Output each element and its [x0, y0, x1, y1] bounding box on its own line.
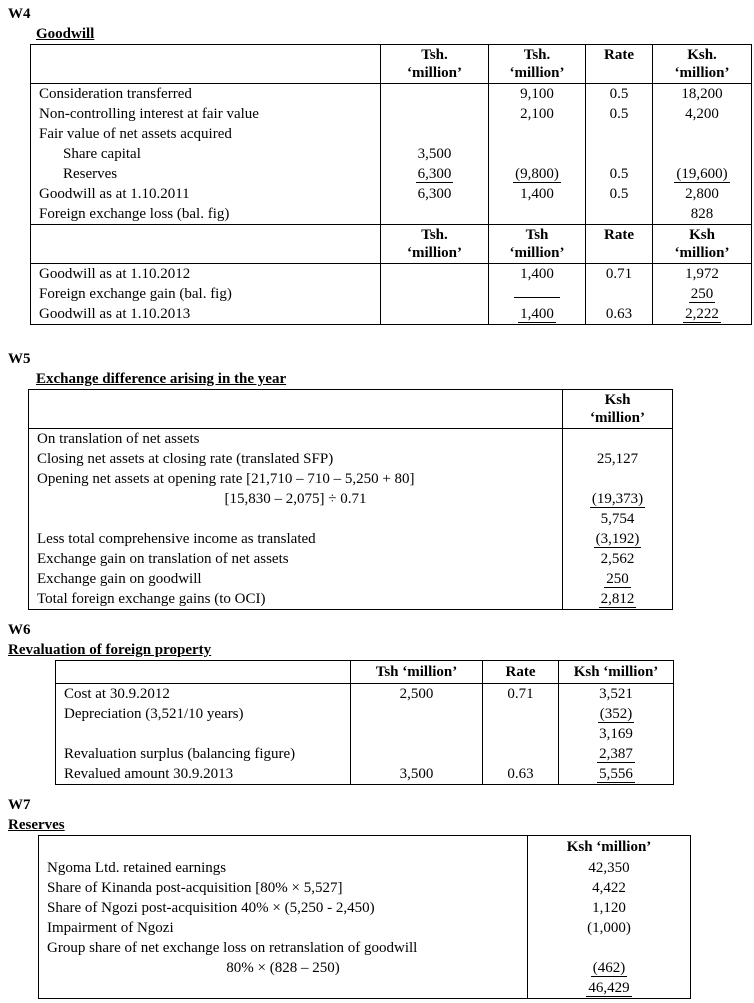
tsh1-value — [381, 104, 489, 124]
double-underlined-number: 5,556 — [597, 766, 635, 785]
header-tsh1-cell — [381, 45, 489, 84]
header-rate-cell — [586, 225, 653, 264]
rate-value — [586, 124, 653, 144]
w6-row-revaluation-surplus — [56, 744, 674, 764]
underlined-number: (19,600) — [676, 166, 728, 182]
row-label: Ngoma Ltd. retained earnings — [47, 860, 227, 876]
sum-rule — [514, 284, 560, 298]
header-tsh2-cell — [489, 45, 586, 84]
w6-revaluation-table — [55, 660, 674, 785]
double-underlined-number: 46,429 — [586, 980, 631, 999]
header-line: ‘million’ — [407, 245, 462, 261]
header-tsh1-cell — [381, 225, 489, 264]
rate-value — [586, 284, 653, 304]
rate-value: 0.5 — [586, 164, 653, 184]
ksh-value — [563, 569, 673, 589]
ksh-value: 828 — [653, 204, 752, 225]
underlined-number: (3,192) — [595, 531, 640, 547]
tsh-value: 2,500 — [351, 684, 483, 705]
tsh2-value: 2,100 — [489, 104, 586, 124]
w5-row-opening-formula — [29, 489, 673, 509]
w4-row-goodwill-2011 — [31, 184, 752, 204]
w7-row-share-kinanda — [39, 878, 691, 898]
w7-reserves-table — [38, 835, 691, 999]
w4-row-fx-gain — [31, 284, 752, 304]
ksh-value: 4,200 — [653, 104, 752, 124]
w6-id: W6 — [8, 622, 31, 638]
double-underlined-number: 1,400 — [518, 306, 556, 325]
ksh-value — [653, 164, 752, 184]
w4-row-goodwill-2012 — [31, 264, 752, 285]
w5-row-total-gains — [29, 589, 673, 610]
w4-row-nci-fair-value — [31, 104, 752, 124]
tsh-value — [351, 724, 483, 744]
w7-row-impairment-ngozi — [39, 918, 691, 938]
header-line: Tsh — [525, 227, 549, 243]
header-line: ‘million’ — [674, 65, 730, 81]
w7-id: W7 — [8, 797, 31, 813]
tsh-value — [351, 744, 483, 764]
header-line: ‘million’ — [509, 65, 565, 81]
ksh-value: 2,562 — [563, 549, 673, 569]
row-label: Consideration transferred — [39, 86, 192, 102]
row-label: Exchange gain on translation of net assets — [37, 551, 289, 567]
w5-exchange-difference-table — [28, 389, 673, 610]
header-tsh-cell: Tsh ‘million’ — [351, 661, 483, 684]
rate-value: 0.71 — [483, 684, 559, 705]
tsh1-value — [381, 164, 489, 184]
tsh-value — [351, 704, 483, 724]
row-label: Exchange gain on goodwill — [37, 571, 202, 587]
ksh-value — [653, 124, 752, 144]
underlined-number: 2,387 — [599, 746, 633, 762]
ksh-value: 1,972 — [653, 264, 752, 285]
header-blank-cell — [31, 45, 381, 84]
w4-id: W4 — [8, 6, 31, 22]
section-w7 — [0, 795, 754, 999]
underlined-number: (352) — [599, 706, 633, 722]
row-label: Opening net assets at opening rate [21,710 – 710 – 5,250 + 80] — [37, 471, 415, 487]
w4-row-goodwill-2013 — [31, 304, 752, 325]
row-label: Share capital — [63, 146, 141, 162]
tsh-value: 3,500 — [351, 764, 483, 785]
w5-row-subtotal — [29, 509, 673, 529]
header-line: Ksh — [604, 392, 631, 408]
row-label: On translation of net assets — [37, 431, 200, 447]
tsh2-value: 1,400 — [489, 264, 586, 285]
rate-value: 0.71 — [586, 264, 653, 285]
section-w6 — [0, 620, 754, 785]
header-blank-cell — [31, 225, 381, 264]
w4-row-fair-value-net-assets — [31, 124, 752, 144]
ksh-value — [559, 764, 674, 785]
tsh1-value: 3,500 — [381, 144, 489, 164]
tsh2-value: 9,100 — [489, 84, 586, 105]
rate-value: 0.63 — [586, 304, 653, 325]
header-line: ‘million’ — [509, 245, 565, 261]
ksh-value: 3,169 — [559, 724, 674, 744]
ksh-value — [528, 938, 691, 958]
header-line: Tsh. — [523, 47, 551, 63]
w5-id: W5 — [8, 351, 31, 367]
header-ksh-cell — [653, 45, 752, 84]
tsh1-value — [381, 204, 489, 225]
header-line: Ksh — [689, 227, 715, 243]
w4-row-share-capital — [31, 144, 752, 164]
underlined-number: 250 — [690, 286, 714, 302]
header-line: ‘million’ — [674, 245, 730, 261]
tsh1-value — [381, 124, 489, 144]
row-label: Non-controlling interest at fair value — [39, 106, 259, 122]
header-line: Ksh. — [687, 47, 717, 63]
header-line: Rate — [604, 227, 634, 243]
rate-value — [586, 144, 653, 164]
row-label — [29, 509, 563, 529]
w7-row-ngoma-retained-earnings — [39, 858, 691, 878]
w6-row-nbv-subtotal — [56, 724, 674, 744]
row-label: Closing net assets at closing rate (translated SFP) — [37, 451, 334, 467]
w4-title: Goodwill — [36, 26, 95, 42]
section-w5 — [0, 349, 754, 610]
ksh-value: 18,200 — [653, 84, 752, 105]
header-line: ‘million’ — [407, 65, 462, 81]
row-label: Reserves — [63, 166, 118, 182]
row-label: Impairment of Ngozi — [47, 920, 174, 936]
ksh-value — [653, 144, 752, 164]
w6-row-revalued-amount — [56, 764, 674, 785]
rate-value — [483, 744, 559, 764]
underlined-number: (19,373) — [591, 491, 644, 507]
tsh1-value — [381, 264, 489, 285]
row-label: Share of Ngozi post-acquisition 40% × (5,250 - 2,450) — [47, 900, 375, 916]
header-tsh2-cell — [489, 225, 586, 264]
row-label: Total foreign exchange gains (to OCI) — [37, 591, 266, 607]
header-ksh-cell — [653, 225, 752, 264]
double-underlined-number: 2,222 — [683, 306, 721, 325]
row-label: Goodwill as at 1.10.2011 — [39, 186, 190, 202]
w4-header-row-2 — [31, 225, 752, 264]
w5-title: Exchange difference arising in the year — [36, 371, 287, 387]
ksh-value: 4,422 — [528, 878, 691, 898]
row-label: Revaluation surplus (balancing figure) — [64, 746, 296, 762]
w7-title: Reserves — [8, 817, 65, 833]
header-rate-cell — [586, 45, 653, 84]
tsh2-value — [489, 124, 586, 144]
ksh-value — [563, 489, 673, 509]
ksh-value — [528, 978, 691, 999]
tsh1-value — [381, 284, 489, 304]
rate-value: 0.63 — [483, 764, 559, 785]
w5-row-less-tci — [29, 529, 673, 549]
underlined-number: 6,300 — [417, 166, 452, 182]
tsh2-value — [489, 284, 586, 304]
w7-header-row — [39, 836, 691, 859]
tsh1-value: 6,300 — [381, 184, 489, 204]
row-label: Foreign exchange gain (bal. fig) — [39, 286, 232, 302]
w6-row-depreciation — [56, 704, 674, 724]
row-label — [56, 724, 351, 744]
tsh2-value — [489, 164, 586, 184]
row-label: Less total comprehensive income as translated — [37, 531, 316, 547]
w4-row-reserves — [31, 164, 752, 184]
tsh2-value — [489, 204, 586, 225]
ksh-value — [563, 589, 673, 610]
ksh-value — [559, 744, 674, 764]
ksh-value — [559, 704, 674, 724]
row-label: Group share of net exchange loss on retranslation of goodwill — [47, 940, 418, 956]
row-label: Revalued amount 30.9.2013 — [64, 766, 234, 782]
row-label — [39, 978, 528, 999]
w4-goodwill-table — [30, 44, 752, 325]
row-label: [15,830 – 2,075] ÷ 0.71 — [224, 491, 367, 507]
underlined-number: (462) — [592, 960, 626, 976]
ksh-value — [653, 284, 752, 304]
tsh2-value — [489, 304, 586, 325]
w4-header-row-1 — [31, 45, 752, 84]
w5-row-on-translation — [29, 429, 673, 450]
tsh2-value: 1,400 — [489, 184, 586, 204]
row-label: Cost at 30.9.2012 — [64, 686, 170, 702]
header-line: Tsh. — [421, 227, 448, 243]
rate-value: 0.5 — [586, 84, 653, 105]
header-line: Tsh. — [421, 47, 448, 63]
w5-row-gain-goodwill — [29, 569, 673, 589]
header-line: Rate — [604, 47, 634, 63]
header-blank-cell — [39, 836, 528, 859]
header-ksh-cell: Ksh ‘million’ — [528, 836, 691, 859]
w7-row-fx-loss-formula — [39, 958, 691, 978]
w7-row-total — [39, 978, 691, 999]
rate-value: 0.5 — [586, 184, 653, 204]
ksh-value — [563, 469, 673, 489]
row-label: 80% × (828 – 250) — [226, 960, 340, 976]
w5-row-closing-net-assets — [29, 449, 673, 469]
w5-row-opening-net-assets — [29, 469, 673, 489]
w7-row-share-ngozi — [39, 898, 691, 918]
w6-row-cost — [56, 684, 674, 705]
header-line: ‘million’ — [590, 410, 645, 426]
w5-header-row — [29, 390, 673, 429]
row-label: Share of Kinanda post-acquisition [80% × 5,527] — [47, 880, 343, 896]
w5-row-gain-net-assets — [29, 549, 673, 569]
underlined-number: (9,800) — [515, 166, 559, 182]
ksh-value — [563, 529, 673, 549]
ksh-value — [528, 958, 691, 978]
w7-row-group-share-fx-loss — [39, 938, 691, 958]
ksh-value: 2,800 — [653, 184, 752, 204]
row-label: Goodwill as at 1.10.2013 — [39, 306, 191, 322]
section-w4 — [0, 4, 754, 325]
ksh-value: (1,000) — [528, 918, 691, 938]
header-ksh-cell — [563, 390, 673, 429]
w4-row-consideration-transferred — [31, 84, 752, 105]
header-blank-cell — [29, 390, 563, 429]
tsh2-value — [489, 144, 586, 164]
ksh-value — [563, 429, 673, 450]
row-label: Goodwill as at 1.10.2012 — [39, 266, 191, 282]
tsh1-value — [381, 84, 489, 105]
row-label: Depreciation (3,521/10 years) — [64, 706, 244, 722]
tsh1-value — [381, 304, 489, 325]
ksh-value — [653, 304, 752, 325]
row-label: Foreign exchange loss (bal. fig) — [31, 204, 381, 225]
rate-value — [483, 724, 559, 744]
ksh-value: 25,127 — [563, 449, 673, 469]
rate-value — [483, 704, 559, 724]
header-rate-cell: Rate — [483, 661, 559, 684]
rate-value — [586, 204, 653, 225]
double-underlined-number: 2,812 — [599, 591, 637, 610]
w6-title: Revaluation of foreign property — [8, 642, 212, 658]
ksh-value: 5,754 — [563, 509, 673, 529]
ksh-value: 3,521 — [559, 684, 674, 705]
header-blank-cell — [56, 661, 351, 684]
rate-value: 0.5 — [586, 104, 653, 124]
ksh-value: 42,350 — [528, 858, 691, 878]
underlined-number: 250 — [606, 571, 629, 587]
ksh-value: 1,120 — [528, 898, 691, 918]
row-label: Fair value of net assets acquired — [39, 126, 232, 142]
w6-header-row — [56, 661, 674, 684]
w4-row-fx-loss — [31, 204, 752, 225]
header-ksh-cell: Ksh ‘million’ — [559, 661, 674, 684]
